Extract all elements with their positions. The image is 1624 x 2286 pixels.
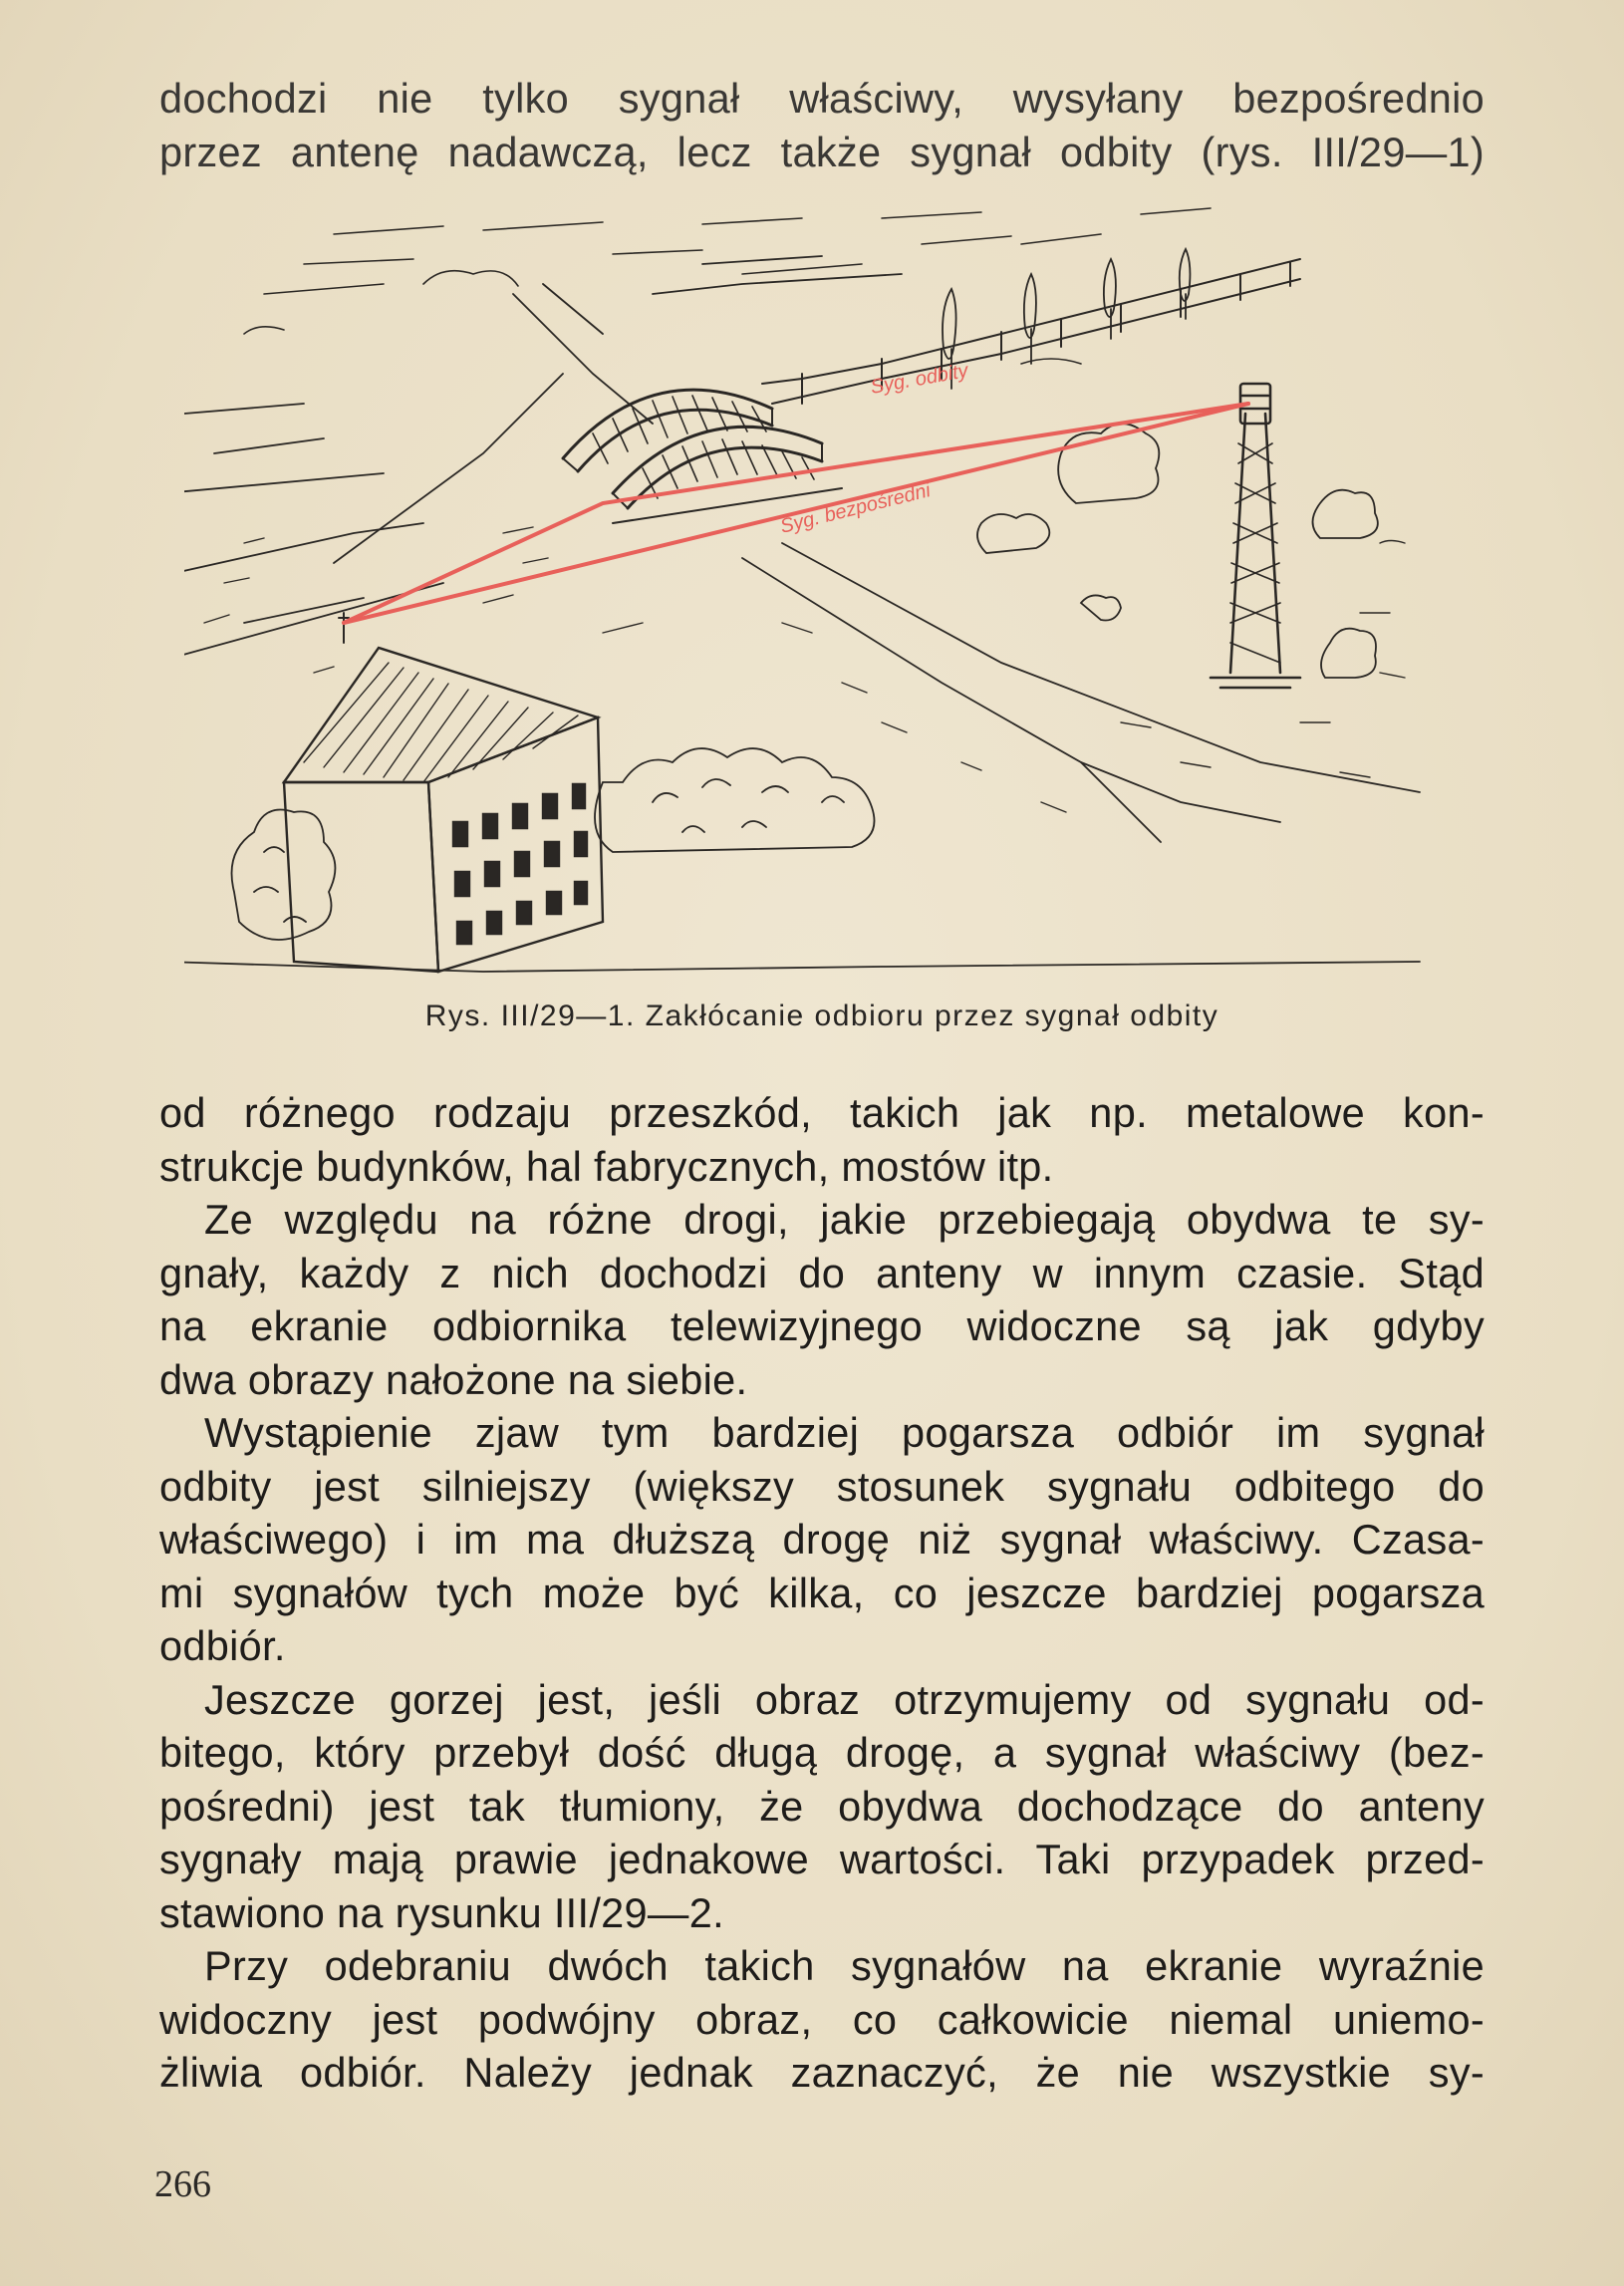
text-line: właściwego) i im ma dłuższą drogę niż sygnał właściwy. Czasa- bbox=[159, 1516, 1485, 1563]
page-number: 266 bbox=[154, 2163, 211, 2205]
direct-signal-label: Syg. bezpośredni bbox=[777, 479, 934, 538]
text-line: dochodzi nie tylko sygnał właściwy, wysyłany bezpośrednio bbox=[159, 75, 1485, 122]
paragraph bbox=[159, 1086, 1485, 1193]
text-line: Jeszcze gorzej jest, jeśli obraz otrzymujemy od sygnału od- bbox=[204, 1675, 1485, 1723]
trees-and-shrubs bbox=[232, 424, 1378, 940]
top-paragraph bbox=[159, 72, 1485, 178]
paragraph bbox=[159, 1193, 1485, 1406]
paragraph bbox=[159, 1406, 1485, 1673]
text-line: sygnały mają prawie jednakowe wartości. Taki przypadek przed- bbox=[159, 1836, 1485, 1882]
paragraph bbox=[159, 1939, 1485, 2100]
text-line: widoczny jest podwójny obraz, co całkowicie niemal uniemo- bbox=[159, 1995, 1485, 2043]
text-line: żliwia odbiór. Należy jednak zaznaczyć, że nie wszystkie sy- bbox=[159, 2049, 1485, 2096]
text-line: bitego, który przebył dość długą drogę, a sygnał właściwy (bez- bbox=[159, 1729, 1485, 1776]
reflected-signal-label: Syg. odbity bbox=[869, 360, 970, 399]
poplar-trees bbox=[943, 249, 1190, 389]
text-line: przez antenę nadawczą, lecz także sygnał odbity (rys. III/29—1) bbox=[159, 128, 1485, 175]
text-line: Wystąpienie zjaw tym bardziej pogarsza odbiór im sygnał bbox=[204, 1409, 1485, 1456]
text-line: dwa obrazy nałożone na siebie. bbox=[159, 1355, 748, 1403]
text-line: stawiono na rysunku III/29—2. bbox=[159, 1888, 724, 1936]
text-line: odbiór. bbox=[159, 1622, 286, 1669]
text-line: mi sygnałów tych może być kilka, co jeszcze bardziej pogarsza bbox=[159, 1569, 1485, 1616]
text-line: od różnego rodzaju przeszkód, takich jak np. metalowe kon- bbox=[159, 1089, 1485, 1136]
text-line: na ekranie odbiornika telewizyjnego widoczne są jak gdyby bbox=[159, 1302, 1485, 1349]
text-line: strukcje budynków, hal fabrycznych, mostów itp. bbox=[159, 1142, 1054, 1190]
paragraph bbox=[159, 1673, 1485, 1940]
signal-reflection-illustration bbox=[184, 204, 1450, 992]
figure-caption: Rys. III/29—1. Zakłócanie odbioru przez sygnał odbity bbox=[424, 1000, 1219, 1032]
text-line: odbity jest silniejszy (większy stosunek sygnału odbitego do bbox=[159, 1462, 1485, 1510]
text-line: gnały, każdy z nich dochodzi do anteny w innym czasie. Stąd bbox=[159, 1249, 1485, 1296]
transmitter-tower bbox=[1211, 384, 1300, 688]
ground-hatching bbox=[204, 527, 1405, 812]
body-text bbox=[159, 1086, 1485, 2100]
text-line: pośredni) jest tak tłumiony, że obydwa dochodzące do anteny bbox=[159, 1782, 1485, 1830]
text-line: Przy odebraniu dwóch takich sygnałów na ekranie wyraźnie bbox=[204, 1942, 1485, 1989]
text-line: Ze względu na różne drogi, jakie przebiegają obydwa te sy- bbox=[204, 1196, 1485, 1243]
